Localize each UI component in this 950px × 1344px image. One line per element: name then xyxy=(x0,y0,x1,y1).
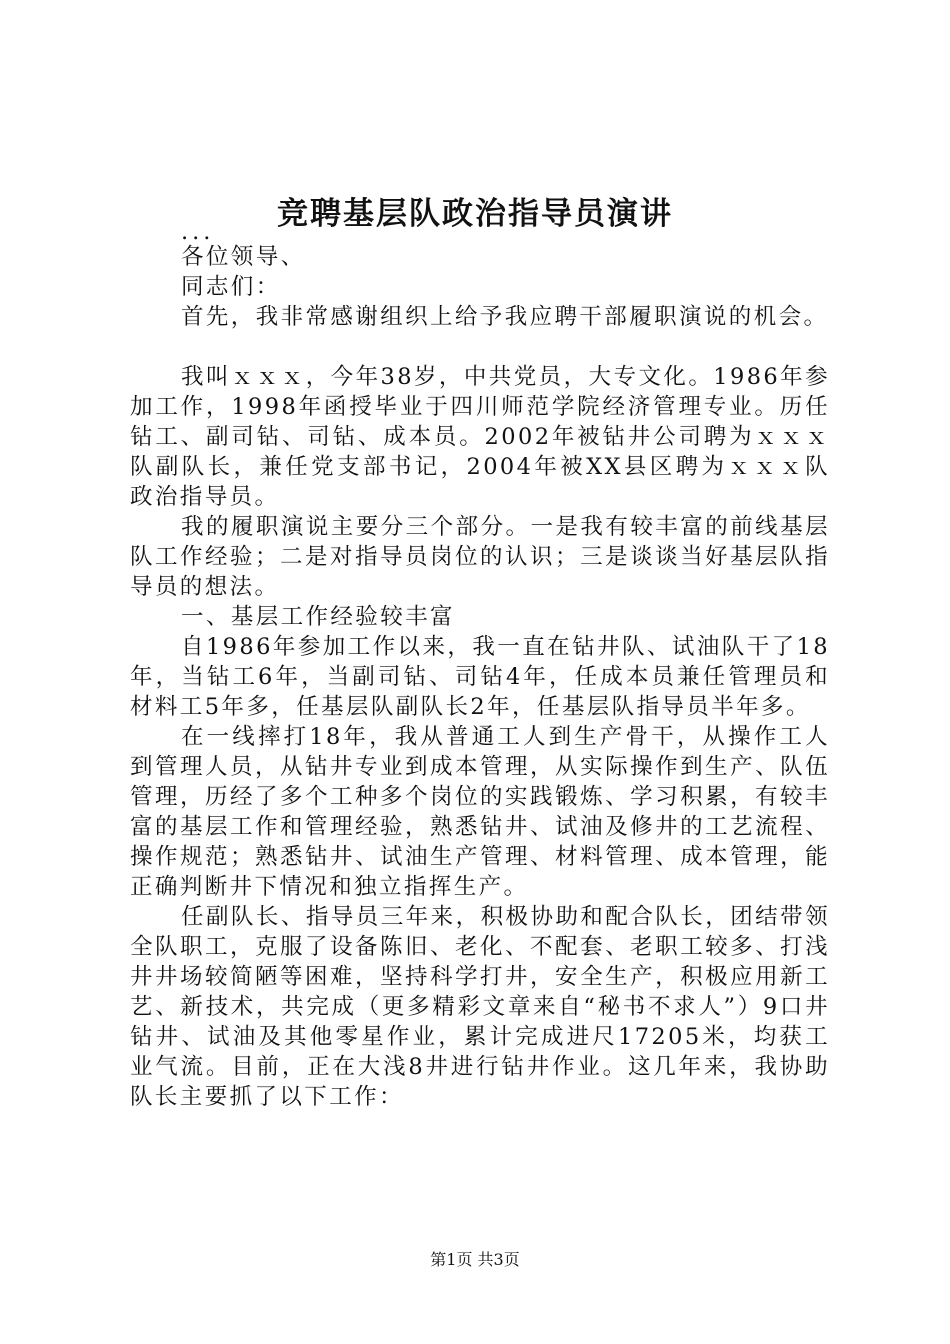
paragraph-outline: 我的履职演说主要分三个部分。一是我有较丰富的前线基层队工作经验；二是对指导员岗位的认识；三是谈谈当好基层队指导员的想法。 xyxy=(130,514,830,600)
document-body xyxy=(130,219,830,1112)
paragraph-introduction: 我叫ｘｘｘ，今年38岁，中共党员，大专文化。1986年参加工作，1998年函授毕业于四川师范学院经济管理专业。历任钻工、副司钻、司钻、成本员。2002年被钻井公司聘为ｘｘｘ队副队长，兼任党支部书记，2004年被XX县区聘为ｘｘｘ队政治指导员。 xyxy=(130,364,830,510)
paragraph-work-history: 自1986年参加工作以来，我一直在钻井队、试油队干了18年，当钻工6年，当副司钻、司钻4年，任成本员兼任管理员和材料工5年多，任基层队副队长2年，任基层队指导员半年多。 xyxy=(130,634,830,720)
paragraph-opening: 首先，我非常感谢组织上给予我应聘干部履职演说的机会。 xyxy=(181,304,829,330)
document-title: 竞聘基层队政治指导员演讲 xyxy=(277,196,673,232)
salutation-line-1: 各位领导、 xyxy=(181,244,306,270)
page-number-footer: 第1页 共3页 xyxy=(430,1250,520,1269)
paragraph-experience: 在一线摔打18年，我从普通工人到生产骨干，从操作工人到管理人员，从钻井专业到成本管理，从实际操作到生产、队伍管理，历经了多个工种多个岗位的实践锻炼、学习积累，有较丰富的基层工作和管理经验，熟悉钻井、试油及修井的工艺流程、操作规范；熟悉钻井、试油生产管理、材料管理、成本管理，能正确判断井下情况和独立指挥生产。 xyxy=(130,724,830,900)
ellipsis-text: ... xyxy=(181,219,215,245)
section-heading-1: 一、基层工作经验较丰富 xyxy=(181,604,455,630)
paragraph-achievements: 任副队长、指导员三年来，积极协助和配合队长，团结带领全队职工，克服了设备陈旧、老化、不配套、老职工较多、打浅井井场较简陋等困难，坚持科学打井，安全生产，积极应用新工艺、新技术，共完成（更多精彩文章来自“秘书不求人”）9口井钻井、试油及其他零星作业，累计完成进尺17205米，均获工业气流。目前，正在大浅8井进行钻井作业。这几年来，我协助队长主要抓了以下工作： xyxy=(130,904,830,1110)
salutation-line-2: 同志们： xyxy=(181,274,281,300)
